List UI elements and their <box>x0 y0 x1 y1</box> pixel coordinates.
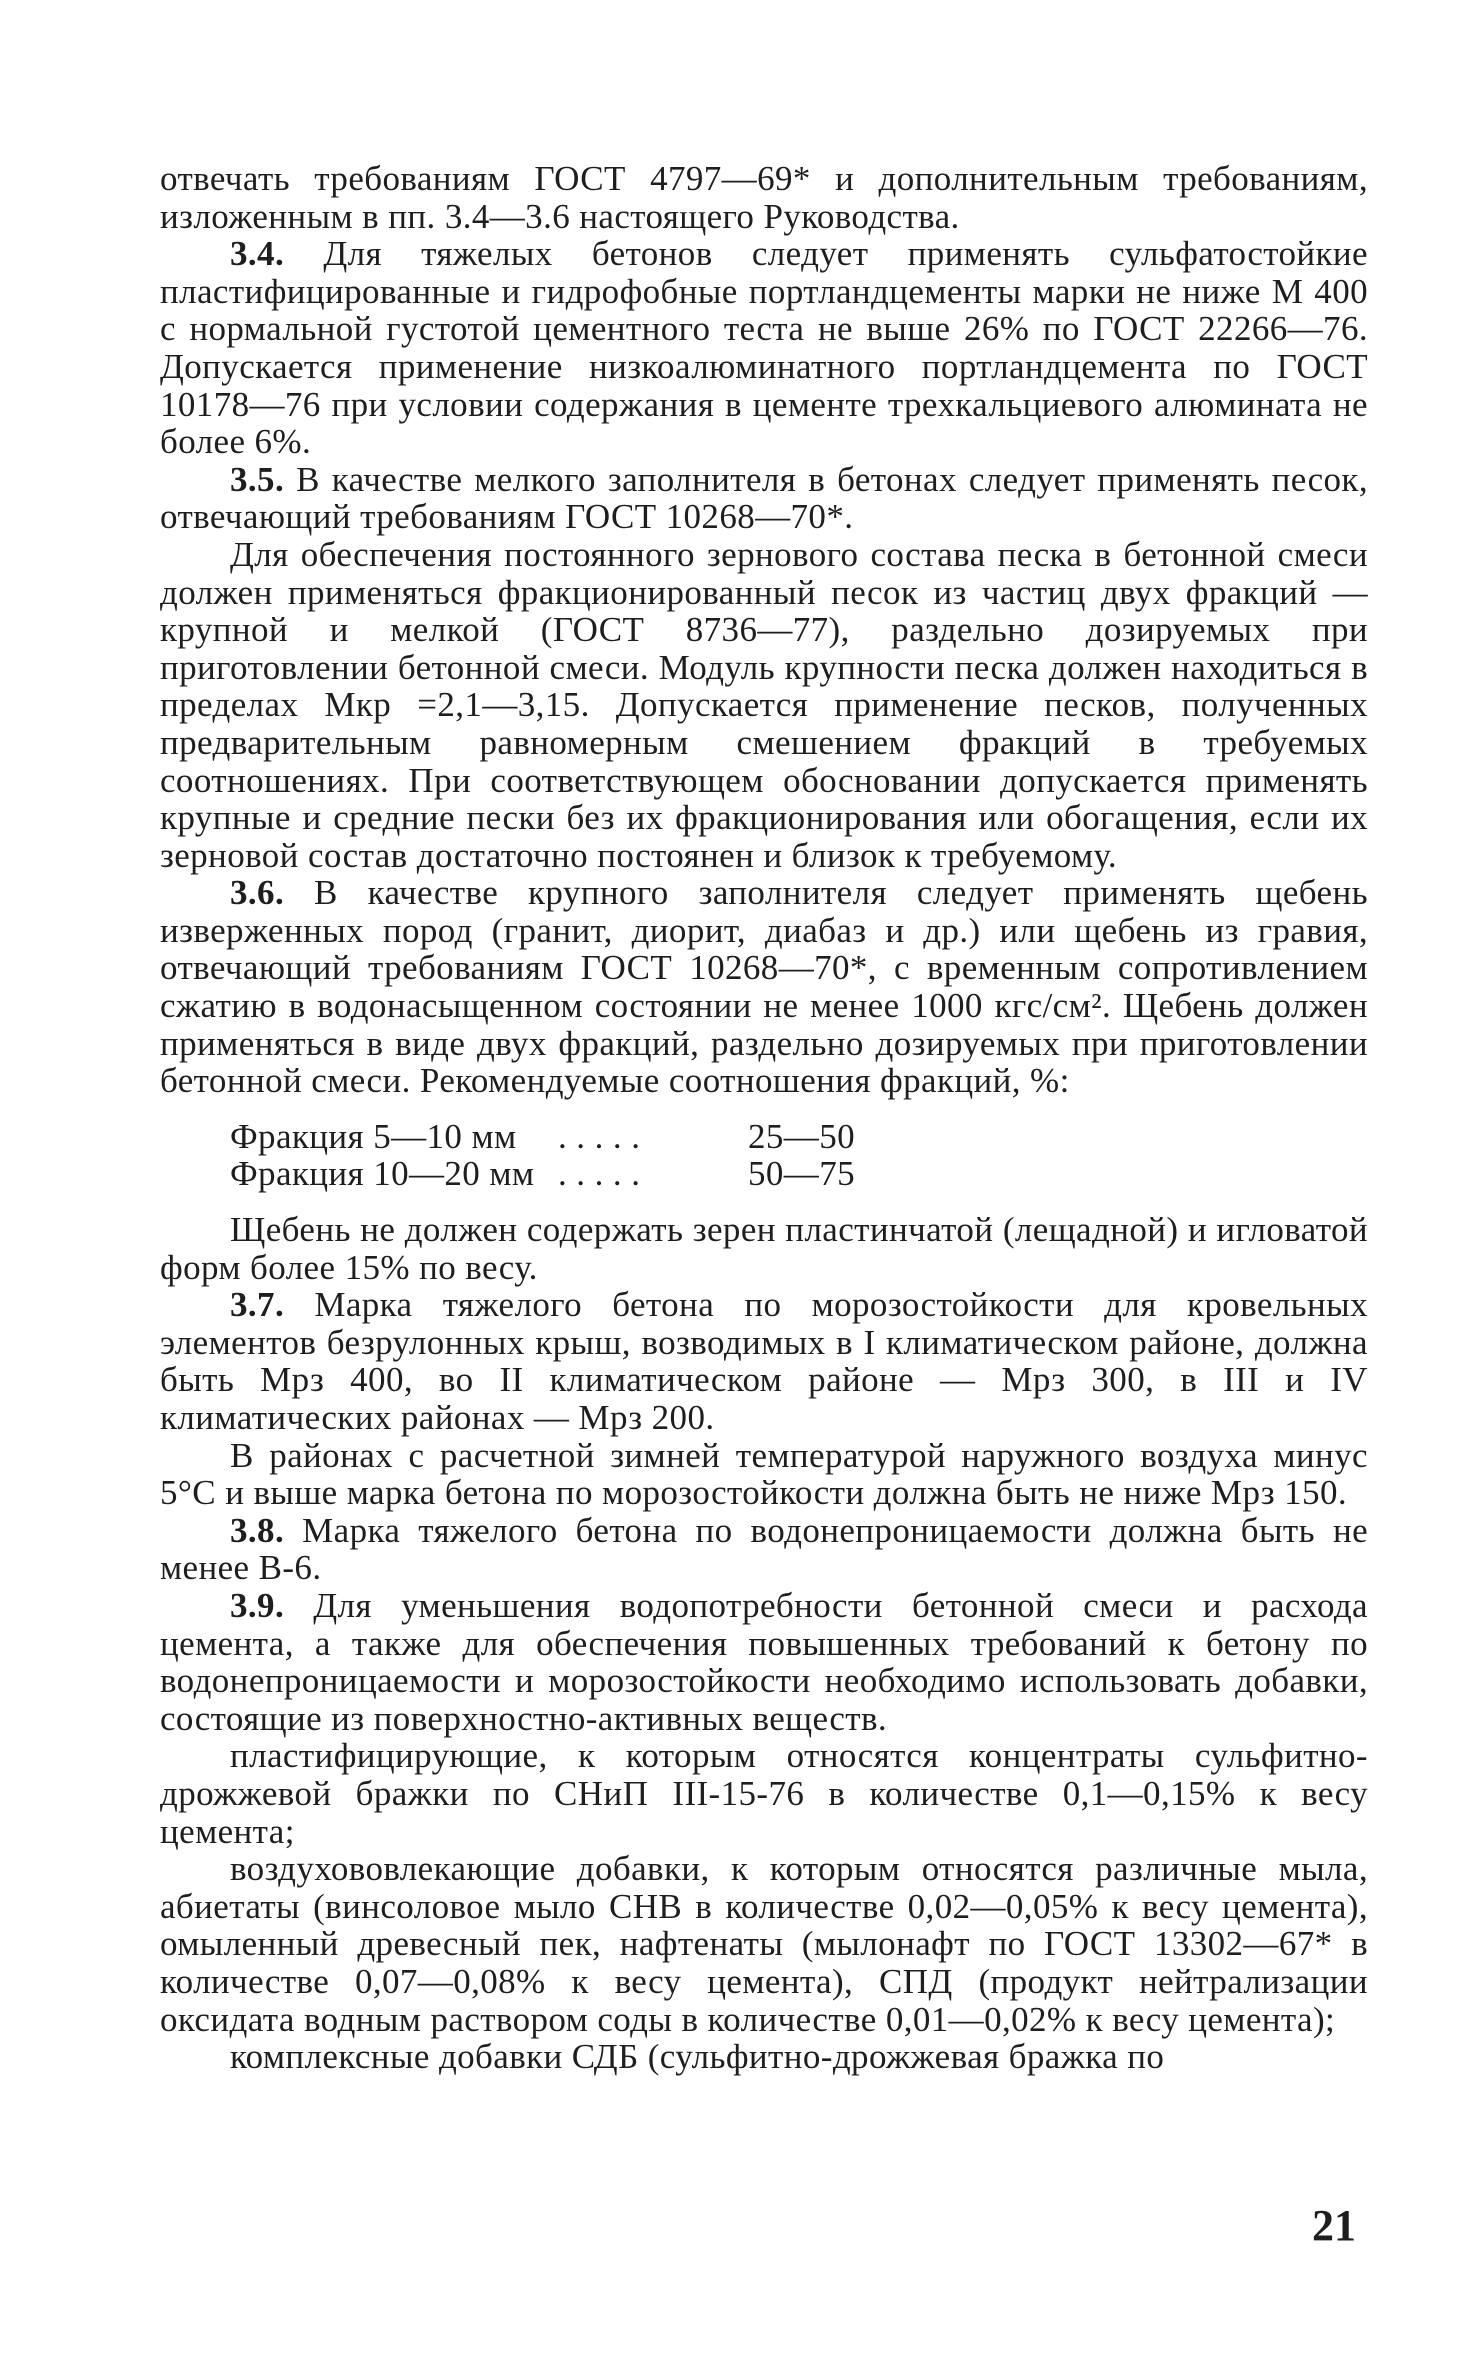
fraction-list <box>160 1118 1368 1193</box>
fraction-dots: . . . . . <box>558 1116 641 1156</box>
section-number: 3.6. <box>230 873 285 913</box>
paragraph-3-4 <box>160 235 1368 461</box>
paragraph-complex-additives: комплексные добавки СДБ (сульфитно-дрожжевая бражка по <box>230 2037 1165 2077</box>
paragraph-3-5 <box>160 461 1368 536</box>
paragraph-text: Марка тяжелого бетона по водонепроницаемости должна быть не менее В-6. <box>160 1510 1369 1588</box>
page-number: 21 <box>1312 2201 1356 2250</box>
paragraph-3-8 <box>160 1512 1368 1587</box>
section-number: 3.5. <box>230 459 285 499</box>
section-number: 3.8. <box>230 1510 285 1550</box>
fraction-row <box>230 1118 1368 1156</box>
paragraph-text: В качестве мелкого заполнителя в бетонах следует применять песок, отвечающий требованиям ГОСТ 10268—70*. <box>160 459 1368 537</box>
fraction-label: Фракция 5—10 мм <box>230 1116 517 1156</box>
fraction-dots: . . . . . <box>558 1154 641 1194</box>
body-text <box>160 160 1368 2076</box>
section-number: 3.7. <box>230 1285 285 1325</box>
paragraph-frost-regions: В районах с расчетной зимней температурой наружного воздуха минус 5°С и выше марка бетона по морозостойкости должна быть не ниже Мрз 150. <box>160 1435 1368 1513</box>
section-number: 3.9. <box>230 1585 285 1625</box>
paragraph-sand-fractions: Для обеспечения постоянного зернового состава песка в бетонной смеси должен применяться фракционированный песок из частиц двух фракций — крупной и мелкой (ГОСТ 8736—77), раздельно дозируемых при приготовлении бетонной смеси. Модуль крупности песка должен находиться в пределах Мкр =2,1—3,15. Допускается применение песков, полученных предварительным равномерным смешением фракций в требуемых соотношениях. При соответствующем обосновании допускается применять крупные и средние пески без их фракционирования или обогащения, если их зерновой состав достаточно постоянен и близок к требуемому. <box>160 534 1368 875</box>
section-number: 3.4. <box>230 234 285 274</box>
paragraph-3-6 <box>160 874 1368 1100</box>
paragraph-text: Для уменьшения водопотребности бетонной смеси и расхода цемента, а также для обеспечения повышенных требований к бетону по водонепроницаемости и морозостойкости необходимо использовать добавки, состоящие из поверхностно-активных веществ. <box>160 1585 1368 1738</box>
fraction-row <box>230 1155 1368 1193</box>
fraction-value: 50—75 <box>748 1154 855 1194</box>
fraction-value: 25—50 <box>748 1116 855 1156</box>
paragraph-continuation: отвечать требованиям ГОСТ 4797—69* и дополнительным требованиям, изложенным в пп. 3.4—3.6 настоящего Руководства. <box>160 159 1368 236</box>
paragraph-plasticizers: пластифицирующие, к которым относятся концентраты сульфитно-дрожжевой бражки по СНиП III-15-76 в количестве 0,1—0,15% к весу цемента; <box>160 1736 1368 1851</box>
paragraph-text: Для тяжелых бетонов следует применять сульфатостойкие пластифицированные и гидрофобные портландцементы марки не ниже М 400 с нормальной густотой цементного теста не выше 26% по ГОСТ 22266—76. Допускается применение низкоалюминатного портландцемента по ГОСТ 10178—76 при условии содержания в цементе трехкальциевого алюмината не более 6%. <box>160 234 1368 462</box>
paragraph-air-entraining: воздухововлекающие добавки, к которым относятся различные мыла, абиетаты (винсоловое мыло СНВ в количестве 0,02—0,05% к весу цемента), омыленный древесный пек, нафтенаты (мылонафт по ГОСТ 13302—67* в количестве 0,07—0,08% к весу цемента), СПД (продукт нейтрализации оксидата водным раствором соды в количестве 0,01—0,02% к весу цемента); <box>160 1849 1368 2039</box>
paragraph-text: В качестве крупного заполнителя следует применять щебень изверженных пород (гранит, диорит, диабаз и др.) или щебень из гравия, отвечающий требованиям ГОСТ 10268—70*, с временным сопротивлением сжатию в водонасыщенном состоянии не менее 1000 кгс/см². Щебень должен применяться в виде двух фракций, раздельно дозируемых при приготовлении бетонной смеси. Рекомендуемые соотношения фракций, %: <box>160 873 1368 1101</box>
paragraph-3-9 <box>160 1587 1368 1737</box>
paragraph-3-7 <box>160 1286 1368 1436</box>
paragraph-text: Марка тяжелого бетона по морозостойкости для кровельных элементов безрулонных крыш, возводимых в I климатическом районе, должна быть Мрз 400, во II климатическом районе — Мрз 300, в III и IV климатических районах — Мрз 200. <box>160 1285 1368 1437</box>
paragraph-gravel-shape: Щебень не должен содержать зерен пластинчатой (лещадной) и игловатой форм более 15% по весу. <box>160 1210 1368 1287</box>
fraction-label: Фракция 10—20 мм <box>230 1154 535 1194</box>
